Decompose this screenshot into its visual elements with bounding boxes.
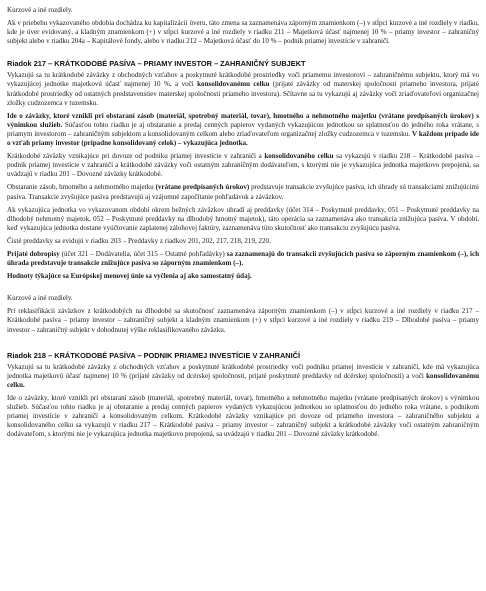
- paragraph-kurzove-rozdiely-2: Kurzové a iné rozdiely.: [7, 294, 73, 303]
- text-run: (vrátane predpísaných úrokov): [155, 183, 250, 192]
- paragraph-218-zavazky: Ide o záväzky, ktoré vznikli pri obstaraní zásob (materiál, spotrebný materiál, tovar), hmotného a nehmotného majetku (vrátane predpísaných úrokov) s výnimkou služieb. Súčasťou tohto riadku je aj obstaranie a predaj cenných papierov vydaných vykazujúcou jednotkou so splatnosťou do jedného roka vrátane, s podnikom priamej investície v zahraničí a konsolidovaným celkom. Krátkodobé záväzky vznikajúce pri dovoze od priameho investora – zahraničného subjektu a konsolidovaného celku sa vykazujú v riadku 217 – Krátkodobé pasíva – priamy investor – zahraničný subjekt a krátkodobé záväzky voči ostatným zahraničným dodávateľom, s ktorými nie je vykazujúca jednotka majetkovo prepojená, sa uvádzajú v riadku 201 – Dovozné záväzky krátkodobé.: [7, 393, 479, 439]
- paragraph-217-obstaranie: [7, 183, 479, 201]
- text-run: Vykazujú sa tu krátkodobé záväzky z obchodných vzťahov a poskytnuté krátkodobé prostriedky voči podniku priamej investície v zahraničí, kde má vykazujúca jednotka majetkovú účasť najmenej 10 % (prijaté záväzky od dcérskej spoločnosti, prijaté poskytnuté preddavky od dcérskej spoločnosti) a voči: [7, 362, 479, 380]
- paragraph-217-ciste-preddavky: Čisté preddavky sa evidujú v riadku 203 – Preddavky z riadkov 201, 202, 217, 218, 219, 220.: [7, 236, 271, 245]
- paragraph-217-dobropisy: [7, 250, 479, 268]
- text-run: Ide o záväzky, ktoré vznikli pri obstaraní zásob (materiál, spotrebný materiál, tovar), hmotného a nehmotného majetku (vrátane predpísaných úrokov) s výnimkou služieb.: [7, 111, 479, 129]
- text-run: Vykazujú sa tu krátkodobé záväzky z obchodných vzťahov a poskytnuté krátkodobé prostriedky voči priamemu investorovi – zahraničnému subjektu, ktorý má vo vykazujúcej jednotke majetkovú účasť najmenej 10 %, a voči: [7, 71, 479, 89]
- paragraph-218-vymedzenie: [7, 363, 479, 390]
- paragraph-kurzove-rozdiely: Kurzové a iné rozdiely.: [7, 6, 73, 14]
- paragraph-kapitalizacia: [7, 19, 479, 46]
- text-run: Súčasťou tohto riadku je aj obstaranie a predaj cenných papierov vydaných vykazujúcou jednotkou so splatnosťou do jedného roka vrátane, s priamym investorom – zahraničným subjektom a konsolidovaným celkom alebo zriaďovateľom organizačnej zložky cudzozemca v tuzemsku.: [7, 120, 480, 138]
- paragraph-217-vymedzenie: [7, 71, 479, 107]
- text-run: Prijaté dobropisy: [7, 249, 60, 258]
- section-title-riadok-218: Riadok 218 – KRÁTKODOBÉ PASÍVA – PODNIK PRIAMEJ INVESTÍCIE V ZAHRANIČÍ: [7, 350, 301, 360]
- text-run: Ak vykazujúca jednotka vo vykazovanom období okrem bežných záväzkov uhradí aj preddavky (účet 314 – Poskytnuté preddavky, 051 – Poskytnuté preddavky na dlhodobý nehmotný majetok, 052 – Poskytnuté preddavky na dlhodobý hmotný majetok), táto operácia sa zaznamenáva ako transakcia znižujúca pasíva. V období, keď vykazujúca jednotka dostane vyúčtovanie zaplatenej zálohovej faktúry, zaznamenáva túto skutočnosť ako transakciu zvyšujúcu pasíva.: [7, 205, 479, 232]
- text-run: sa vykazujú v riadku 218 – Krátkodobé pasíva – podnik priamej investície v zahraničí a krátkodobé záväzky voči ostatným zahraničným dodávateľom, s ktorými nie je vykazujúca jednotka majetkovo prepojená, sa uvádzajú v riadku 201 – Dovozné záväzky krátkodobé.: [7, 152, 479, 179]
- paragraph-217-dovoz: [7, 152, 479, 179]
- paragraph-217-preddavky: [7, 206, 479, 233]
- section-title-riadok-217: Riadok 217 – KRÁTKODOBÉ PASÍVA – PRIAMY INVESTOR – ZAHRANIČNÝ SUBJEKT: [7, 59, 306, 69]
- text-run: Ak v priebehu vykazovaného obdobia dochádza ku kapitalizácii úveru, táto zmena sa zaznamenáva záporným znamienkom (–) v stĺpci kurzové a iné rozdiely v riadku, kde je úver evidovaný, a kladným znamienkom (+) v stĺpci kurzové a iné rozdiely v riadku 211 – Majetková účasť najmenej 10 % – priamy investor – zahraničný subjekt alebo v riadku 204a – Kapitálové fondy, alebo v riadku 212 – Majetková účasť do 10 % – podnik priamej investície v zahraničí.: [7, 19, 479, 46]
- text-run: Obstaranie zásob, hmotného a nehmotného majetku: [7, 183, 156, 192]
- text-run: konsolidovanému celku.: [7, 371, 479, 389]
- paragraph-reklasifikacia: Pri reklasifikácii záväzkov z krátkodobých na dlhodobé sa skutočnosť zaznamenáva záporným znamienkom (–) v stĺpci kurzové a iné rozdiely v riadku 217 – Krátkodobé pasíva – priamy investor – zahraničný subjekt a kladným znamienkom (+) v stĺpci kurzové a iné rozdiely v riadku 219 – Dlhodobé pasíva – priamy investor – zahraničný subjekt v dohodnutej výške reklasifikovaného záväzku.: [7, 307, 479, 334]
- paragraph-217-emu: Hodnoty týkajúce sa Európskej menovej únie sa vyčlenia aj ako samostatný údaj.: [7, 272, 252, 281]
- text-run: (prijaté záväzky od materskej spoločnosti priameho investora, prijaté krátkodobé prostriedky od ostatných predstavenstiev materskej spoločnosti priameho investora). Sčítavne sa tu vykazujú aj záväzky voči zriaďovateľovi organizačnej zložky cudzozemca v tuzemsku.: [7, 80, 479, 107]
- text-run: (účet 321 – Dodávatelia, účet 315 – Ostatné pohľadávky): [59, 249, 227, 258]
- text-run: konsolidovaného celku: [264, 152, 334, 161]
- text-run: Krátkodobé záväzky vznikajúce pri dovoze od podniku priamej investície v zahraničí a: [7, 152, 265, 161]
- paragraph-217-zavazky: [7, 112, 479, 148]
- text-run: V každom prípade ide o vzťah priamy investor (prípadne konsolidovaný celok) – vykazujúca jednotka.: [7, 129, 479, 148]
- text-run: predstavuje transakcie zvyšujúce pasíva, ich úhrady sú transakciami znižujúcimi pasíva. Transakcie zvyšujúce pasíva predstavujú aj vzájomné započítanie pohľadávok a záväzkov.: [7, 183, 479, 201]
- text-run: sa zaznamenajú do transakcií zvyšujúcich pasíva so záporným znamienkom (–), ich úhrada predstavuje transakcie znižujúce pasíva so záporným znamienkom (–).: [7, 249, 479, 268]
- text-run: konsolidovanému celku: [197, 80, 270, 89]
